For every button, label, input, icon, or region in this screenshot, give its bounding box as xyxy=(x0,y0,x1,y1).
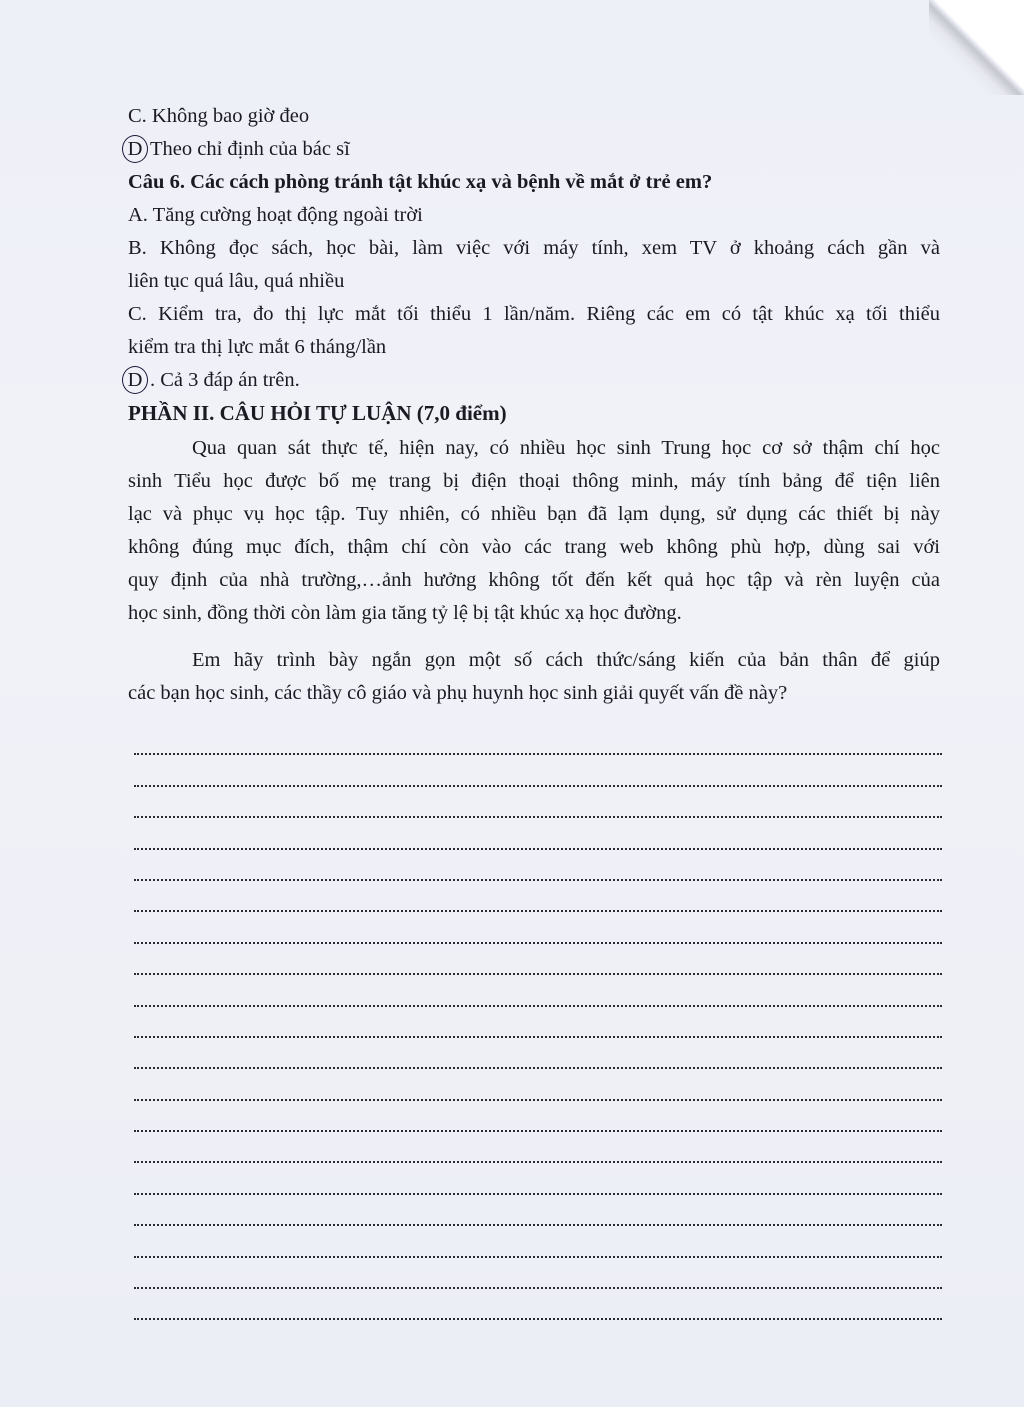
answer-dotted-line[interactable] xyxy=(134,1038,942,1069)
answer-dotted-line[interactable] xyxy=(134,1132,942,1163)
question-line: Em hãy trình bày ngắn gọn một số cách thức/sáng kiến của bản thân để giúp xyxy=(192,649,940,671)
q6-option-d-text: . Cả 3 đáp án trên. xyxy=(150,369,300,391)
paragraph-line: học sinh, đồng thời còn làm gia tăng tỷ lệ bị tật khúc xạ học đường. xyxy=(128,602,682,624)
answer-dotted-line[interactable] xyxy=(134,975,942,1006)
answer-dotted-line[interactable] xyxy=(134,881,942,912)
answer-dotted-line[interactable] xyxy=(134,755,942,786)
corner-fold xyxy=(934,0,1024,90)
circled-answer-mark: D xyxy=(122,366,148,394)
answer-dotted-line[interactable] xyxy=(134,1163,942,1194)
answer-dotted-line[interactable] xyxy=(134,1195,942,1226)
answer-dotted-line[interactable] xyxy=(134,818,942,849)
answer-dotted-line[interactable] xyxy=(134,787,942,818)
paragraph-line: lạc và phục vụ học tập. Tuy nhiên, có nhiều bạn đã lạm dụng, sử dụng các thiết bị này xyxy=(128,503,940,525)
answer-dotted-line[interactable] xyxy=(134,944,942,975)
answer-dotted-line[interactable] xyxy=(134,912,942,943)
answer-dotted-line[interactable] xyxy=(134,1226,942,1257)
q6-title: Câu 6. Các cách phòng tránh tật khúc xạ và bệnh về mắt ở trẻ em? xyxy=(128,171,713,193)
q6-option-a: A. Tăng cường hoạt động ngoài trời xyxy=(128,204,423,226)
q5-option-d xyxy=(128,133,940,166)
q6-option-b-line1: B. Không đọc sách, học bài, làm việc với máy tính, xem TV ở khoảng cách gần và xyxy=(128,237,940,259)
page-content xyxy=(128,100,940,1320)
circled-answer-mark: D xyxy=(122,135,148,163)
answer-dotted-line[interactable] xyxy=(134,850,942,881)
paragraph-line: Qua quan sát thực tế, hiện nay, có nhiều học sinh Trung học cơ sở thậm chí học xyxy=(192,437,940,459)
part2-paragraph xyxy=(128,432,940,630)
question-line: các bạn học sinh, các thầy cô giáo và phụ huynh học sinh giải quyết vấn đề này? xyxy=(128,682,788,704)
part2-question xyxy=(128,644,940,710)
answer-dotted-line[interactable] xyxy=(134,1258,942,1289)
paragraph-line: sinh Tiểu học được bố mẹ trang bị điện thoại thông minh, máy tính bảng để tiện liên xyxy=(128,470,940,492)
answer-dotted-line[interactable] xyxy=(134,1101,942,1132)
q6-option-c-line1: C. Kiểm tra, đo thị lực mắt tối thiểu 1 lần/năm. Riêng các em có tật khúc xạ tối thiểu xyxy=(128,303,940,325)
paragraph-line: không đúng mục đích, thậm chí còn vào các trang web không phù hợp, dùng sai với xyxy=(128,536,940,558)
answer-dotted-line[interactable] xyxy=(134,724,942,755)
q5-option-d-text: Theo chỉ định của bác sĩ xyxy=(150,138,350,160)
q6-option-d xyxy=(128,364,940,397)
answer-area[interactable] xyxy=(128,724,940,1320)
paragraph-line: quy định của nhà trường,…ảnh hưởng không tốt đến kết quả học tập và rèn luyện của xyxy=(128,569,940,591)
answer-dotted-line[interactable] xyxy=(134,1069,942,1100)
q6-option-b-line2: liên tục quá lâu, quá nhiều xyxy=(128,270,345,292)
answer-dotted-line[interactable] xyxy=(134,1007,942,1038)
q6-option-c-line2: kiểm tra thị lực mắt 6 tháng/lần xyxy=(128,336,387,358)
q5-option-c: C. Không bao giờ đeo xyxy=(128,105,310,127)
part2-title: PHẦN II. CÂU HỎI TỰ LUẬN (7,0 điểm) xyxy=(128,401,507,425)
answer-dotted-line[interactable] xyxy=(134,1289,942,1320)
